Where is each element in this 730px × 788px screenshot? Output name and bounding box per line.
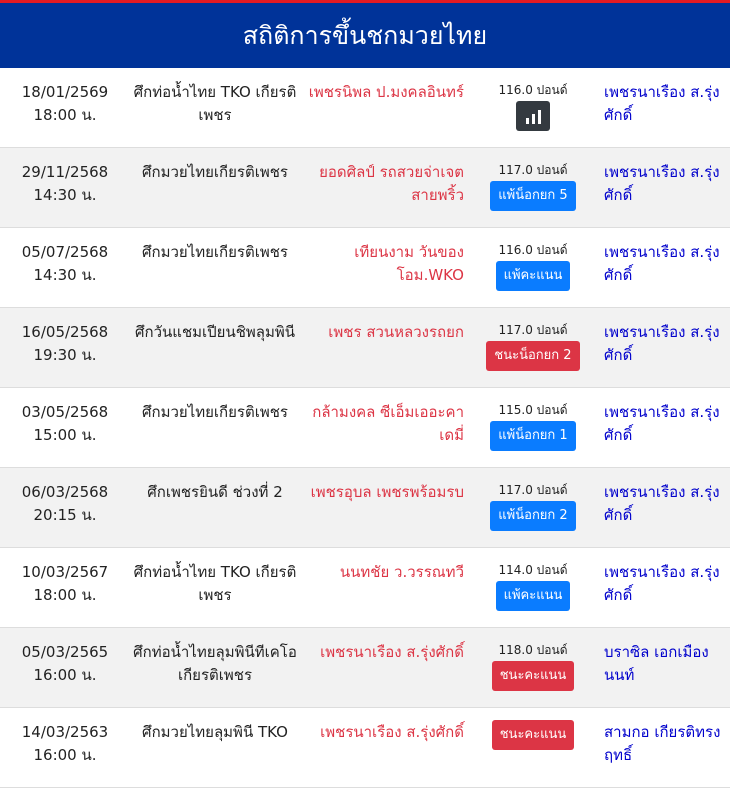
event-name[interactable]: ศึกท่อน้ำไทยลุมพินีทีเคโอ เกียรติเพชร — [133, 643, 297, 684]
fight-time: 14:30 น. — [33, 186, 97, 204]
fight-result-cell — [468, 388, 598, 451]
result-badge: ชนะน็อกยก 2 — [486, 341, 579, 371]
fight-time: 15:00 น. — [33, 426, 97, 444]
fight-time: 20:15 น. — [33, 506, 97, 524]
result-badge: ชนะคะแนน — [492, 661, 575, 691]
fight-row — [0, 468, 730, 548]
fight-time: 16:00 น. — [33, 666, 97, 684]
weight-label: 116.0 ปอนด์ — [498, 83, 568, 97]
fight-row — [0, 228, 730, 308]
red-corner-fighter[interactable]: กล้ามงคล ซีเอ็มเออะคาเดมี่ — [312, 403, 464, 444]
fight-result-cell — [468, 708, 598, 750]
weight-label: 115.0 ปอนด์ — [498, 403, 568, 417]
fight-row — [0, 708, 730, 788]
blue-corner-fighter[interactable]: บราซิล เอกเมืองนนท์ — [604, 643, 709, 684]
event-name[interactable]: ศึกมวยไทยเกียรติเพชร — [142, 243, 288, 261]
weight-label: 114.0 ปอนด์ — [498, 563, 568, 577]
event-name[interactable]: ศึกมวยไทยเกียรติเพชร — [142, 403, 288, 421]
fight-row — [0, 548, 730, 628]
bar-chart-icon[interactable] — [516, 101, 550, 131]
blue-corner-fighter[interactable]: เพชรนาเรือง ส.รุ่งศักดิ์ — [604, 483, 720, 524]
fight-result-cell — [468, 148, 598, 211]
red-corner-fighter[interactable]: เทียนงาม วันของโอม.WKO — [354, 243, 464, 284]
blue-corner-fighter[interactable]: เพชรนาเรือง ส.รุ่งศักดิ์ — [604, 163, 720, 204]
weight-label: 116.0 ปอนด์ — [498, 243, 568, 257]
fight-row — [0, 308, 730, 388]
event-name[interactable]: ศึกมวยไทยลุมพินี TKO — [142, 723, 288, 741]
blue-corner-fighter[interactable]: เพชรนาเรือง ส.รุ่งศักดิ์ — [604, 83, 720, 124]
blue-corner-fighter[interactable]: เพชรนาเรือง ส.รุ่งศักดิ์ — [604, 403, 720, 444]
event-name[interactable]: ศึกวันแชมเปียนชิพลุมพินี — [135, 323, 295, 341]
fight-time: 14:30 น. — [33, 266, 97, 284]
fight-time: 19:30 น. — [33, 346, 97, 364]
fight-time: 18:00 น. — [33, 106, 97, 124]
fight-result-cell — [468, 68, 598, 131]
red-corner-fighter[interactable]: เพชร สวนหลวงรถยก — [328, 323, 464, 341]
fight-result-cell — [468, 548, 598, 611]
blue-corner-fighter[interactable]: เพชรนาเรือง ส.รุ่งศักดิ์ — [604, 323, 720, 364]
red-corner-fighter[interactable]: เพชรอุบล เพชรพร้อมรบ — [310, 483, 464, 501]
fight-datetime — [0, 468, 130, 527]
fight-row — [0, 68, 730, 148]
fight-date: 05/03/2565 — [21, 643, 109, 661]
event-name[interactable]: ศึกเพชรยินดี ช่วงที่ 2 — [147, 483, 283, 501]
fight-date: 16/05/2568 — [21, 323, 109, 341]
result-badge: แพ้คะแนน — [496, 261, 571, 291]
fight-datetime — [0, 68, 130, 127]
fight-row — [0, 148, 730, 228]
red-corner-fighter[interactable]: เพชรนาเรือง ส.รุ่งศักดิ์ — [320, 643, 464, 661]
page-header — [0, 0, 730, 68]
fight-row — [0, 388, 730, 468]
fight-result-cell — [468, 628, 598, 691]
result-badge: ชนะคะแนน — [492, 720, 575, 750]
blue-corner-fighter[interactable]: สามกอ เกียรติทรงฤทธิ์ — [604, 723, 721, 764]
page-title: สถิติการขึ้นชกมวยไทย — [242, 20, 488, 50]
weight-label: 118.0 ปอนด์ — [498, 643, 568, 657]
fight-date: 14/03/2563 — [21, 723, 109, 741]
fight-date: 10/03/2567 — [21, 563, 109, 581]
event-name[interactable]: ศึกท่อน้ำไทย TKO เกียรติเพชร — [133, 563, 297, 604]
fight-row — [0, 628, 730, 708]
fight-date: 18/01/2569 — [21, 83, 109, 101]
red-corner-fighter[interactable]: เพชรนาเรือง ส.รุ่งศักดิ์ — [320, 723, 464, 741]
fight-time: 16:00 น. — [33, 746, 97, 764]
weight-label: 117.0 ปอนด์ — [498, 323, 568, 337]
fight-datetime — [0, 628, 130, 687]
event-name[interactable]: ศึกท่อน้ำไทย TKO เกียรติเพชร — [133, 83, 297, 124]
fight-datetime — [0, 148, 130, 207]
fight-datetime — [0, 708, 130, 767]
fight-datetime — [0, 308, 130, 367]
red-corner-fighter[interactable]: นนทชัย ว.วรรณทวี — [339, 563, 464, 581]
result-badge: แพ้น็อกยก 5 — [490, 181, 575, 211]
fight-time: 18:00 น. — [33, 586, 97, 604]
fight-result-cell — [468, 468, 598, 531]
fight-datetime — [0, 228, 130, 287]
result-badge: แพ้คะแนน — [496, 581, 571, 611]
fight-datetime — [0, 548, 130, 607]
fight-datetime — [0, 388, 130, 447]
result-badge: แพ้น็อกยก 1 — [490, 421, 575, 451]
blue-corner-fighter[interactable]: เพชรนาเรือง ส.รุ่งศักดิ์ — [604, 563, 720, 604]
fight-date: 03/05/2568 — [21, 403, 109, 421]
weight-label: 117.0 ปอนด์ — [498, 483, 568, 497]
fight-date: 06/03/2568 — [21, 483, 109, 501]
fight-date: 05/07/2568 — [21, 243, 109, 261]
red-corner-fighter[interactable]: เพชรนิพล ป.มงคลอินทร์ — [308, 83, 464, 101]
fight-result-cell — [468, 308, 598, 371]
event-name[interactable]: ศึกมวยไทยเกียรติเพชร — [142, 163, 288, 181]
red-corner-fighter[interactable]: ยอดศิลป์ รถสวยจ่าเจตสายพริ้ว — [319, 163, 464, 204]
fight-result-cell — [468, 228, 598, 291]
weight-label: 117.0 ปอนด์ — [498, 163, 568, 177]
result-badge: แพ้น็อกยก 2 — [490, 501, 575, 531]
fight-list — [0, 68, 730, 788]
fight-date: 29/11/2568 — [21, 163, 109, 181]
blue-corner-fighter[interactable]: เพชรนาเรือง ส.รุ่งศักดิ์ — [604, 243, 720, 284]
